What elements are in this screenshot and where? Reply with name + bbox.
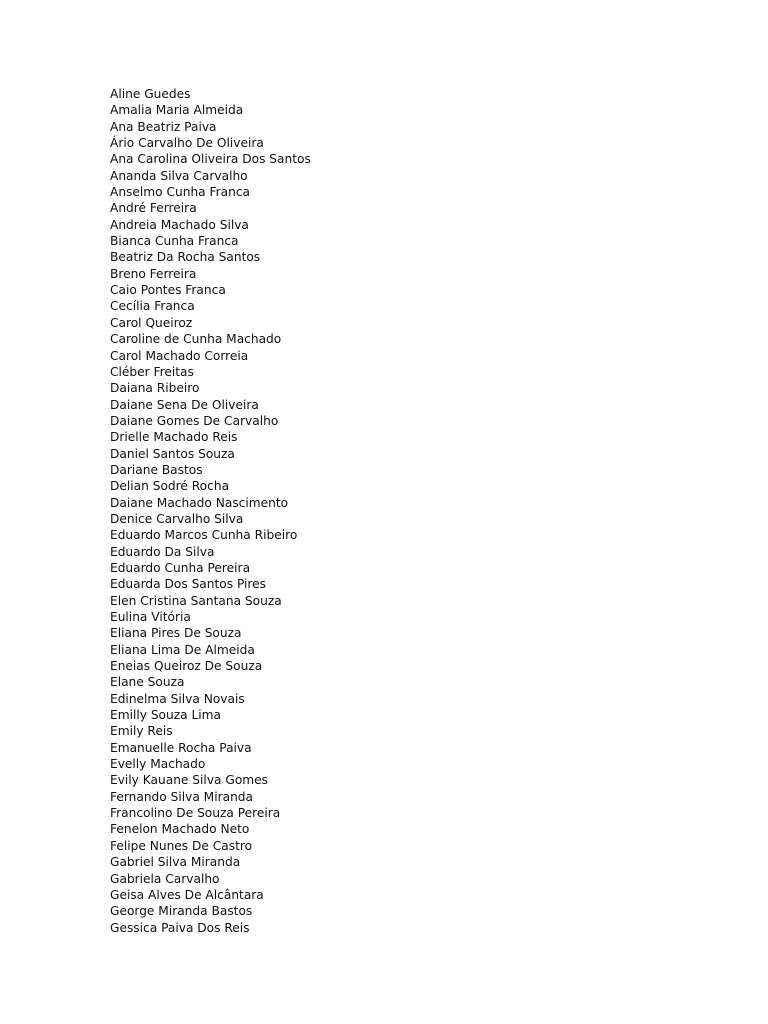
list-item: Carol Machado Correia: [110, 348, 249, 363]
list-item: Evily Kauane Silva Gomes: [110, 773, 268, 788]
list-item: Eduardo Da Silva: [110, 544, 215, 559]
list-item: Daiane Machado Nascimento: [110, 495, 289, 510]
list-item: Emily Reis: [110, 724, 173, 739]
list-item: Elen Cristina Santana Souza: [110, 593, 282, 608]
list-item: Ário Carvalho De Oliveira: [110, 136, 264, 151]
list-item: Elane Souza: [110, 675, 185, 690]
list-item: Daiane Sena De Oliveira: [110, 397, 259, 412]
list-item: Beatriz Da Rocha Santos: [110, 250, 261, 265]
list-item: Dariane Bastos: [110, 462, 203, 477]
list-item: Fernando Silva Miranda: [110, 789, 253, 804]
list-item: Aline Guedes: [110, 87, 191, 101]
list-item: Emilly Souza Lima: [110, 708, 221, 723]
list-item: Drielle Machado Reis: [110, 430, 238, 445]
list-item: Felipe Nunes De Castro: [110, 838, 253, 853]
list-item: Edinelma Silva Novais: [110, 691, 245, 706]
list-item: Anselmo Cunha Franca: [110, 185, 251, 200]
list-item: Geisa Alves De Alcântara: [110, 887, 264, 902]
list-item: Carol Queiroz: [110, 315, 193, 330]
list-item: Cléber Freitas: [110, 364, 194, 379]
list-item: Eulina Vitória: [110, 610, 191, 624]
list-item: Eduardo Cunha Pereira: [110, 560, 251, 575]
list-item: Gabriel Silva Miranda: [110, 855, 241, 870]
list-item: Gessica Paiva Dos Reis: [110, 920, 250, 935]
name-list: [110, 86, 311, 936]
list-item: Caroline de Cunha Machado: [110, 332, 282, 347]
list-item: Daniel Santos Souza: [110, 446, 235, 461]
list-item: Breno Ferreira: [110, 266, 197, 281]
list-item: Cecília Franca: [110, 299, 195, 314]
list-item: Eliana Pires De Souza: [110, 626, 242, 641]
list-item: Andreia Machado Silva: [110, 217, 249, 232]
list-item: Francolino De Souza Pereira: [110, 806, 281, 821]
list-item: Bianca Cunha Franca: [110, 234, 239, 249]
list-item: Ana Beatriz Paiva: [110, 119, 217, 134]
list-item: Daiana Ribeiro: [110, 381, 200, 396]
list-item: Daiane Gomes De Carvalho: [110, 413, 279, 428]
list-item: Eduarda Dos Santos Pires: [110, 577, 267, 592]
list-item: Amalia Maria Almeida: [110, 103, 244, 118]
list-item: Ananda Silva Carvalho: [110, 168, 248, 183]
list-item: Delian Sodré Rocha: [110, 479, 230, 494]
list-item: Eduardo Marcos Cunha Ribeiro: [110, 528, 298, 543]
list-item: Gabriela Carvalho: [110, 871, 220, 886]
list-item: Denice Carvalho Silva: [110, 511, 244, 526]
list-item: Fenelon Machado Neto: [110, 822, 250, 837]
list-item: Evelly Machado: [110, 757, 206, 772]
list-item: Eliana Lima De Almeida: [110, 642, 255, 657]
list-item: Caio Pontes Franca: [110, 283, 226, 298]
list-item: Eneias Queiroz De Souza: [110, 659, 263, 674]
list-item: George Miranda Bastos: [110, 904, 253, 919]
list-item: Ana Carolina Oliveira Dos Santos: [110, 152, 311, 167]
list-item: Emanuelle Rocha Paiva: [110, 740, 252, 755]
list-item: André Ferreira: [110, 201, 197, 216]
